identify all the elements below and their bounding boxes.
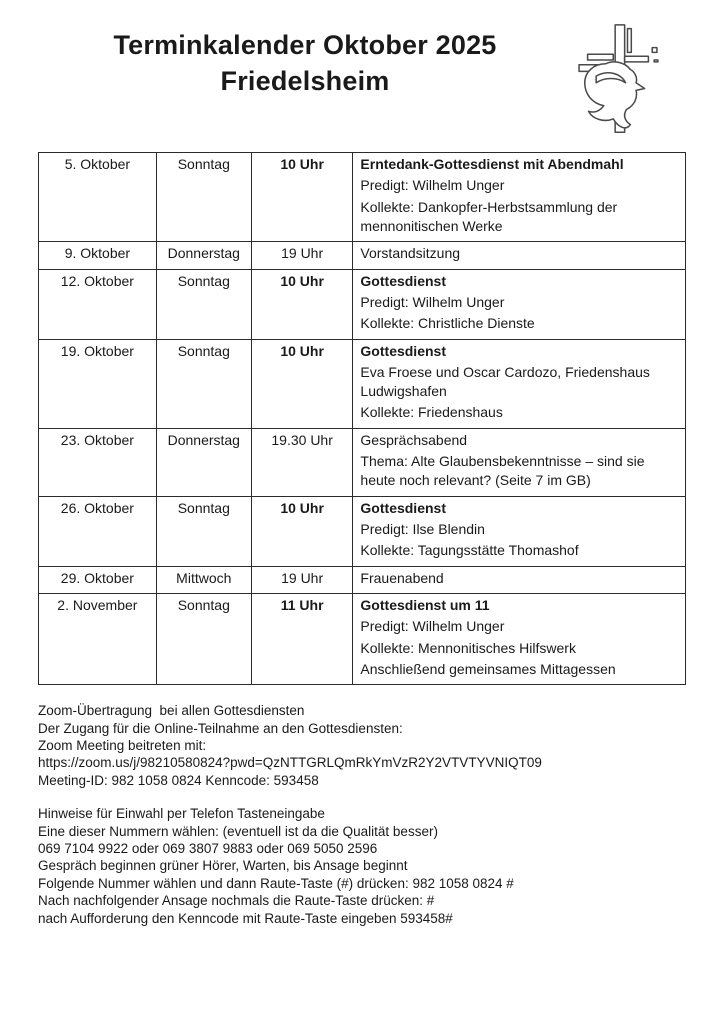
event-date: 5. Oktober [39,153,157,242]
calendar-table [38,152,686,685]
event-date: 12. Oktober [39,269,157,339]
phone-info-line: Eine dieser Nummern wählen: (eventuell ist da die Qualität besser) [38,823,438,839]
table-row [39,242,686,269]
event-time: 19 Uhr [251,566,353,593]
event-title: Erntedank-Gottesdienst mit Abendmahl [360,156,624,172]
title-line-2: Friedelsheim [220,65,390,96]
phone-info-line: Folgende Nummer wählen und dann Raute-Taste (#) drücken: 982 1058 0824 # [38,875,514,891]
event-title: Frauenabend [360,569,444,586]
event-details [353,593,686,684]
event-title: Gottesdienst [360,272,446,289]
phone-info-line: nach Aufforderung den Kenncode mit Raute-Taste eingeben 593458# [38,910,453,926]
event-detail-line: Predigt: Wilhelm Unger [360,618,505,635]
table-row [39,428,686,496]
event-day: Mittwoch [156,566,251,593]
zoom-info-line: Zoom Meeting beitreten mit: [38,738,207,753]
event-day: Donnerstag [156,428,251,496]
event-title: Gottesdienst [360,499,446,516]
phone-numbers: 069 7104 9922 oder 069 3807 9883 oder 069 5050 2596 [38,841,378,857]
title-line-1: Terminkalender Oktober 2025 [113,30,497,60]
table-row [39,153,686,242]
event-date: 9. Oktober [39,242,157,269]
event-day: Donnerstag [156,242,251,269]
event-time: 10 Uhr [251,269,353,339]
table-row [39,496,686,566]
event-time: 10 Uhr [251,339,353,428]
page-title [38,22,572,100]
event-detail-line: Anschließend gemeinsames Mittagessen [360,660,616,677]
event-title: Gottesdienst [360,342,446,359]
phone-info-line: Gespräch beginnen grüner Hörer, Warten, bis Ansage beginnt [38,858,408,874]
event-details [353,428,686,496]
event-detail-line: Kollekte: Christliche Dienste [360,315,535,332]
event-details [353,496,686,566]
table-row [39,339,686,428]
table-row [39,593,686,684]
table-row [39,566,686,593]
event-date: 26. Oktober [39,496,157,566]
event-date: 23. Oktober [39,428,157,496]
event-time: 11 Uhr [251,593,353,684]
event-details [353,153,686,242]
phone-info-line: Nach nachfolgender Ansage nochmals die Raute-Taste drücken: # [38,893,435,909]
event-detail-line: Kollekte: Tagungsstätte Thomashof [360,542,579,559]
phone-info-section [38,805,686,927]
zoom-meeting-id: Meeting-ID: 982 1058 0824 Kenncode: 593458 [38,772,319,788]
event-details [353,339,686,428]
event-detail-line: Predigt: Wilhelm Unger [360,293,505,310]
event-day: Sonntag [156,496,251,566]
event-detail-line: Kollekte: Mennonitisches Hilfswerk [360,639,576,656]
event-detail-line: Eva Froese und Oscar Cardozo, Friedenshaus Ludwigshafen [360,363,650,400]
event-title: Vorstandsitzung [360,245,461,262]
event-time: 19.30 Uhr [251,428,353,496]
event-detail-line: Predigt: Ilse Blendin [360,521,485,537]
event-day: Sonntag [156,153,251,242]
event-details [353,269,686,339]
event-day: Sonntag [156,339,251,428]
event-detail-line: Kollekte: Dankopfer-Herbstsammlung der mennonitischen Werke [360,198,618,234]
event-date: 29. Oktober [39,566,157,593]
event-details [353,566,686,593]
header [38,22,686,136]
zoom-info-line: Zoom-Übertragung bei allen Gottesdiensten [38,703,305,719]
dove-cross-logo-icon [572,22,664,136]
event-time: 10 Uhr [251,496,353,566]
event-title: Gesprächsabend [360,431,468,448]
event-date: 19. Oktober [39,339,157,428]
event-title: Gottesdienst um 11 [360,596,490,613]
table-row [39,269,686,339]
zoom-info-section [38,702,686,789]
event-date: 2. November [39,593,157,684]
event-day: Sonntag [156,593,251,684]
event-time: 10 Uhr [251,153,353,242]
event-detail-line: Predigt: Wilhelm Unger [360,177,505,194]
event-detail-line: Kollekte: Friedenshaus [360,404,503,421]
phone-info-line: Hinweise für Einwahl per Telefon Tasteneingabe [38,806,325,822]
event-day: Sonntag [156,269,251,339]
event-details [353,242,686,269]
zoom-info-line: Der Zugang für die Online-Teilnahme an den Gottesdiensten: [38,720,403,736]
event-time: 19 Uhr [251,242,353,269]
zoom-meeting-link: https://zoom.us/j/98210580824?pwd=QzNTTGRLQmRkYmVzR2Y2VTVTYVNIQT09 [38,755,542,771]
event-detail-line: Thema: Alte Glaubensbekenntnisse – sind sie heute noch relevant? (Seite 7 im GB) [360,453,645,489]
